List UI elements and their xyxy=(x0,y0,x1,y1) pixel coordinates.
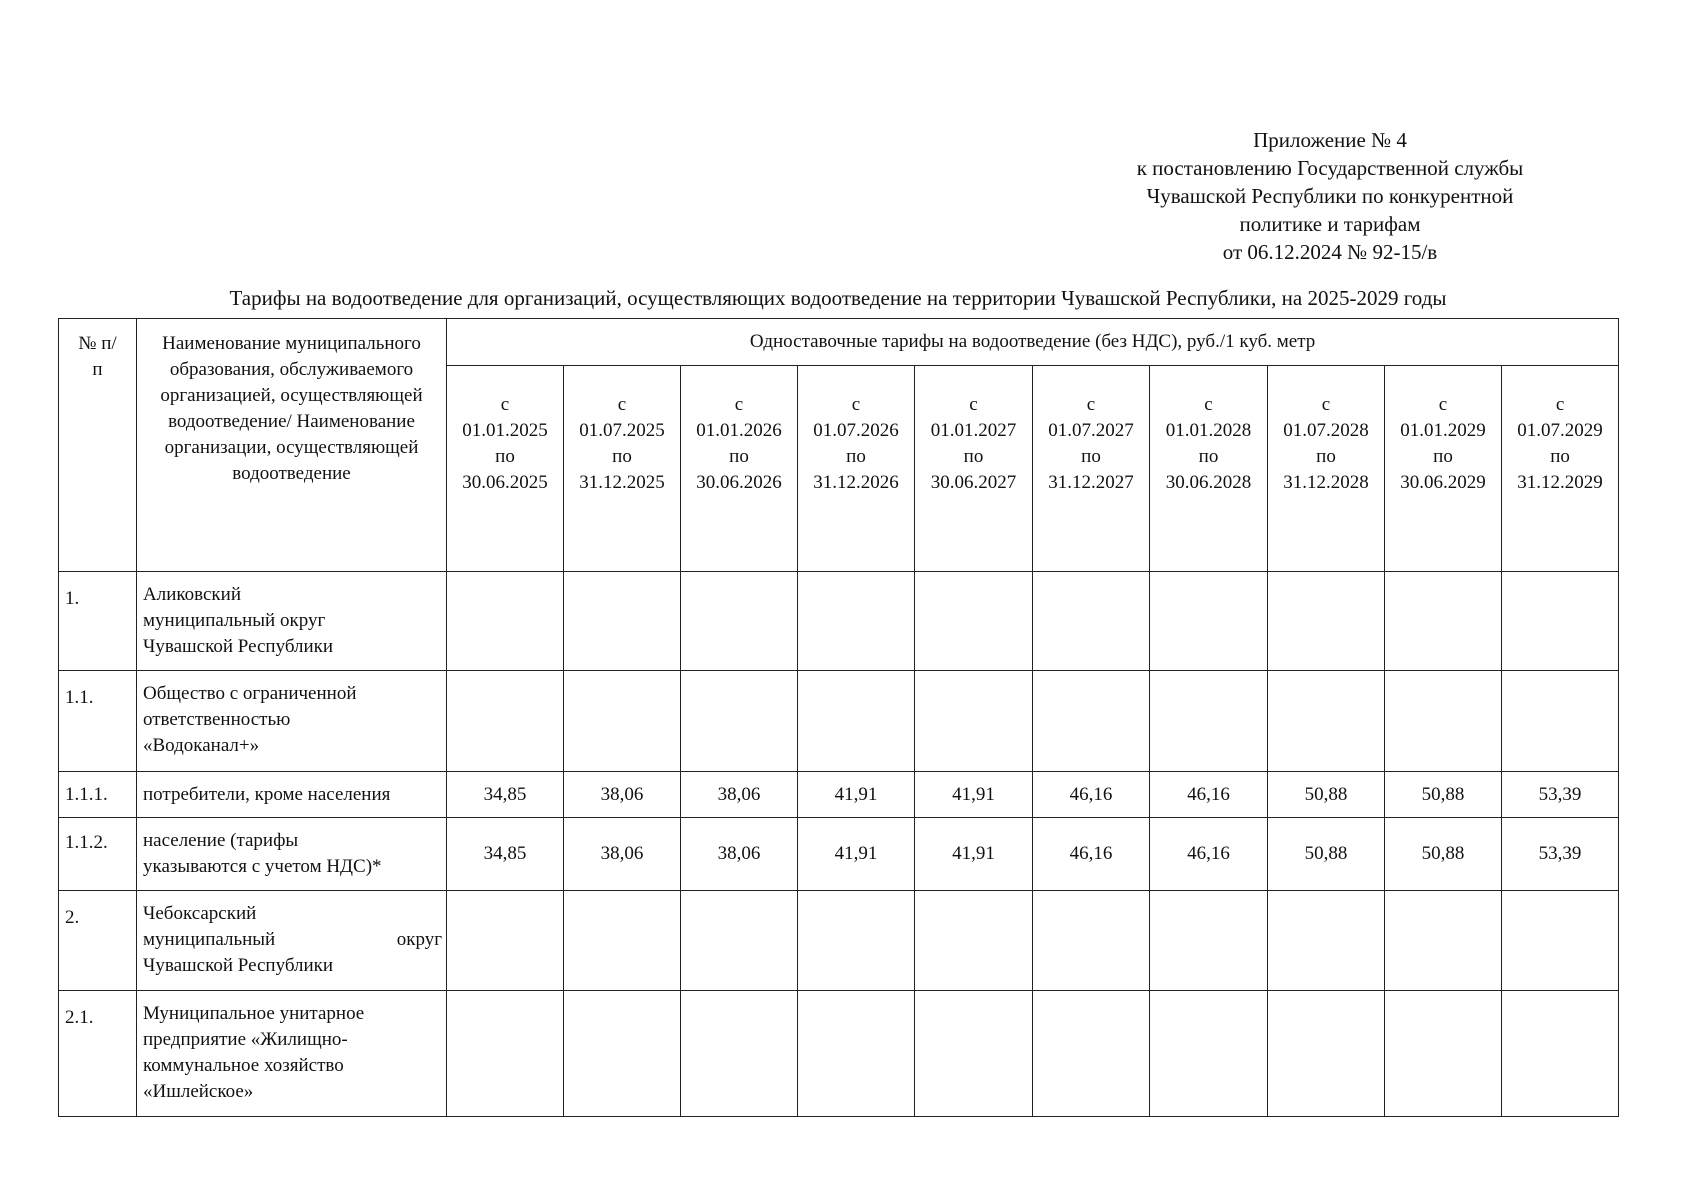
tariff-value: 41,91 xyxy=(798,772,915,818)
period-to: 30.06.2026 xyxy=(696,472,782,493)
period-po: по xyxy=(1316,446,1336,467)
empty-cell xyxy=(447,891,564,991)
tariff-value: 46,16 xyxy=(1150,772,1268,818)
period-header xyxy=(1502,366,1619,572)
empty-cell xyxy=(1502,572,1619,671)
tariff-value: 41,91 xyxy=(798,818,915,891)
tariff-value: 46,16 xyxy=(1033,772,1150,818)
row-name-word: округ xyxy=(396,929,442,950)
row-name xyxy=(137,891,447,991)
col-name-header: Наименование муниципального образования, обслуживаемого организацией, осуществляющей водоотведение/ Наименование организации, осуществляющей водоотведение xyxy=(137,319,447,572)
table-row xyxy=(59,572,1619,671)
col-num-header: № п/п xyxy=(59,319,137,572)
tariff-value: 41,91 xyxy=(915,772,1033,818)
empty-cell xyxy=(1385,572,1502,671)
table-row xyxy=(59,671,1619,772)
period-to: 31.12.2029 xyxy=(1517,472,1603,493)
period-c: с xyxy=(969,394,978,415)
tariff-value: 38,06 xyxy=(564,818,681,891)
empty-cell xyxy=(915,891,1033,991)
table-row xyxy=(59,991,1619,1117)
period-header xyxy=(1033,366,1150,572)
empty-cell xyxy=(564,572,681,671)
row-number: 1. xyxy=(59,572,137,671)
empty-cell xyxy=(915,991,1033,1117)
period-c: с xyxy=(1204,394,1213,415)
period-po: по xyxy=(729,446,749,467)
period-c: с xyxy=(1555,394,1565,415)
table-row xyxy=(59,772,1619,818)
period-to: 30.06.2025 xyxy=(462,472,548,493)
period-from: 01.07.2025 xyxy=(579,420,665,441)
row-name-line: Чувашской Республики xyxy=(143,636,334,657)
period-po: по xyxy=(1081,446,1101,467)
period-header xyxy=(1150,366,1268,572)
period-c: с xyxy=(1321,394,1331,415)
empty-cell xyxy=(681,572,798,671)
tariff-value: 34,85 xyxy=(447,772,564,818)
tariffs-table xyxy=(58,318,1619,1117)
empty-cell xyxy=(1033,572,1150,671)
appendix-line: политике и тарифам xyxy=(1239,212,1421,236)
empty-cell xyxy=(681,891,798,991)
empty-cell xyxy=(1033,671,1150,772)
tariff-value: 38,06 xyxy=(681,818,798,891)
period-header xyxy=(447,366,564,572)
row-number: 1.1. xyxy=(59,671,137,772)
period-from: 01.01.2025 xyxy=(462,420,548,441)
empty-cell xyxy=(447,671,564,772)
row-name-line: муниципальный округ xyxy=(143,610,326,631)
row-number: 2. xyxy=(59,891,137,991)
period-header xyxy=(681,366,798,572)
empty-cell xyxy=(447,991,564,1117)
row-name-line: Чебоксарский xyxy=(143,903,257,924)
period-to: 31.12.2027 xyxy=(1048,472,1134,493)
empty-cell xyxy=(798,572,915,671)
empty-cell xyxy=(1268,671,1385,772)
appendix-header xyxy=(1000,126,1660,266)
header-row xyxy=(59,319,1619,366)
period-po: по xyxy=(1550,446,1570,467)
empty-cell xyxy=(1385,991,1502,1117)
period-po: по xyxy=(846,446,866,467)
period-from: 01.01.2026 xyxy=(696,420,782,441)
row-name xyxy=(137,671,447,772)
table-row xyxy=(59,891,1619,991)
empty-cell xyxy=(1150,991,1268,1117)
empty-cell xyxy=(1502,671,1619,772)
row-name-line: «Ишлейское» xyxy=(143,1081,254,1102)
empty-cell xyxy=(1150,891,1268,991)
document-title: Тарифы на водоотведение для организаций, осуществляющих водоотведение на территории Чувашской Республики, на 2025-2029 годы xyxy=(229,286,1447,310)
empty-cell xyxy=(564,991,681,1117)
period-from: 01.07.2029 xyxy=(1517,420,1603,441)
empty-cell xyxy=(1150,671,1268,772)
empty-cell xyxy=(1033,891,1150,991)
row-name-line: население (тарифы xyxy=(143,830,299,851)
row-name-word: муниципальный xyxy=(143,929,276,950)
period-from: 01.07.2028 xyxy=(1283,420,1369,441)
period-c: с xyxy=(1086,394,1096,415)
empty-cell xyxy=(1033,991,1150,1117)
row-name-line: Муниципальное унитарное xyxy=(143,1003,365,1024)
appendix-line: к постановлению Государственной службы xyxy=(1136,156,1524,180)
row-number: 1.1.1. xyxy=(59,772,137,818)
row-name-line: Чувашской Республики xyxy=(143,955,334,976)
tariff-value: 50,88 xyxy=(1268,772,1385,818)
period-to: 31.12.2028 xyxy=(1283,472,1369,493)
period-po: по xyxy=(963,446,984,467)
row-name xyxy=(137,572,447,671)
period-from: 01.07.2026 xyxy=(813,420,899,441)
row-name-line: Аликовский xyxy=(143,584,241,605)
tariff-value: 38,06 xyxy=(681,772,798,818)
period-c: с xyxy=(1438,394,1448,415)
row-name-line: Общество с ограниченной xyxy=(143,683,357,704)
empty-cell xyxy=(1502,891,1619,991)
period-po: по xyxy=(1433,446,1453,467)
row-name-line: предприятие «Жилищно- xyxy=(143,1029,348,1050)
period-to: 30.06.2029 xyxy=(1400,472,1486,493)
period-po: по xyxy=(1198,446,1219,467)
period-c: с xyxy=(617,394,627,415)
period-to: 31.12.2025 xyxy=(579,472,665,493)
period-header xyxy=(564,366,681,572)
empty-cell xyxy=(798,991,915,1117)
empty-cell xyxy=(798,671,915,772)
period-from: 01.07.2027 xyxy=(1048,420,1134,441)
empty-cell xyxy=(1268,572,1385,671)
row-name: потребители, кроме населения xyxy=(137,772,447,818)
period-from: 01.01.2029 xyxy=(1400,420,1486,441)
appendix-line: Приложение № 4 xyxy=(1253,128,1407,152)
period-c: с xyxy=(734,394,744,415)
empty-cell xyxy=(915,572,1033,671)
period-from: 01.01.2027 xyxy=(930,420,1017,441)
row-name-line: указываются с учетом НДС)* xyxy=(143,856,382,877)
empty-cell xyxy=(1268,991,1385,1117)
empty-cell xyxy=(681,671,798,772)
empty-cell xyxy=(564,671,681,772)
period-from: 01.01.2028 xyxy=(1165,420,1252,441)
period-c: с xyxy=(500,394,510,415)
period-to: 30.06.2028 xyxy=(1165,472,1252,493)
empty-cell xyxy=(1268,891,1385,991)
period-header xyxy=(1268,366,1385,572)
empty-cell xyxy=(1385,891,1502,991)
period-to: 31.12.2026 xyxy=(813,472,899,493)
period-po: по xyxy=(612,446,632,467)
period-header xyxy=(915,366,1033,572)
row-name-line: ответственностью xyxy=(143,709,291,730)
empty-cell xyxy=(564,891,681,991)
period-c: с xyxy=(851,394,861,415)
appendix-line: от 06.12.2024 № 92-15/в xyxy=(1222,240,1438,264)
empty-cell xyxy=(1150,572,1268,671)
period-po: по xyxy=(495,446,515,467)
tariff-value: 34,85 xyxy=(447,818,564,891)
period-header xyxy=(1385,366,1502,572)
tariff-value: 53,39 xyxy=(1502,818,1619,891)
tariff-value: 50,88 xyxy=(1385,818,1502,891)
row-name-line: коммунальное хозяйство xyxy=(143,1055,344,1076)
tariff-value: 53,39 xyxy=(1502,772,1619,818)
table-row xyxy=(59,818,1619,891)
empty-cell xyxy=(915,671,1033,772)
tariff-group-header: Одноставочные тарифы на водоотведение (без НДС), руб./1 куб. метр xyxy=(447,319,1619,366)
empty-cell xyxy=(798,891,915,991)
tariff-value: 46,16 xyxy=(1033,818,1150,891)
row-name-line: «Водоканал+» xyxy=(143,735,260,756)
row-name xyxy=(137,818,447,891)
tariff-value: 50,88 xyxy=(1385,772,1502,818)
appendix-line: Чувашской Республики по конкурентной xyxy=(1146,184,1514,208)
empty-cell xyxy=(1502,991,1619,1117)
tariff-value: 46,16 xyxy=(1150,818,1268,891)
empty-cell xyxy=(1385,671,1502,772)
empty-cell xyxy=(681,991,798,1117)
period-header xyxy=(798,366,915,572)
row-name-line xyxy=(143,927,442,953)
period-to: 30.06.2027 xyxy=(930,472,1017,493)
row-number: 1.1.2. xyxy=(59,818,137,891)
empty-cell xyxy=(447,572,564,671)
row-name xyxy=(137,991,447,1117)
tariff-value: 50,88 xyxy=(1268,818,1385,891)
tariff-value: 38,06 xyxy=(564,772,681,818)
tariff-value: 41,91 xyxy=(915,818,1033,891)
row-number: 2.1. xyxy=(59,991,137,1117)
